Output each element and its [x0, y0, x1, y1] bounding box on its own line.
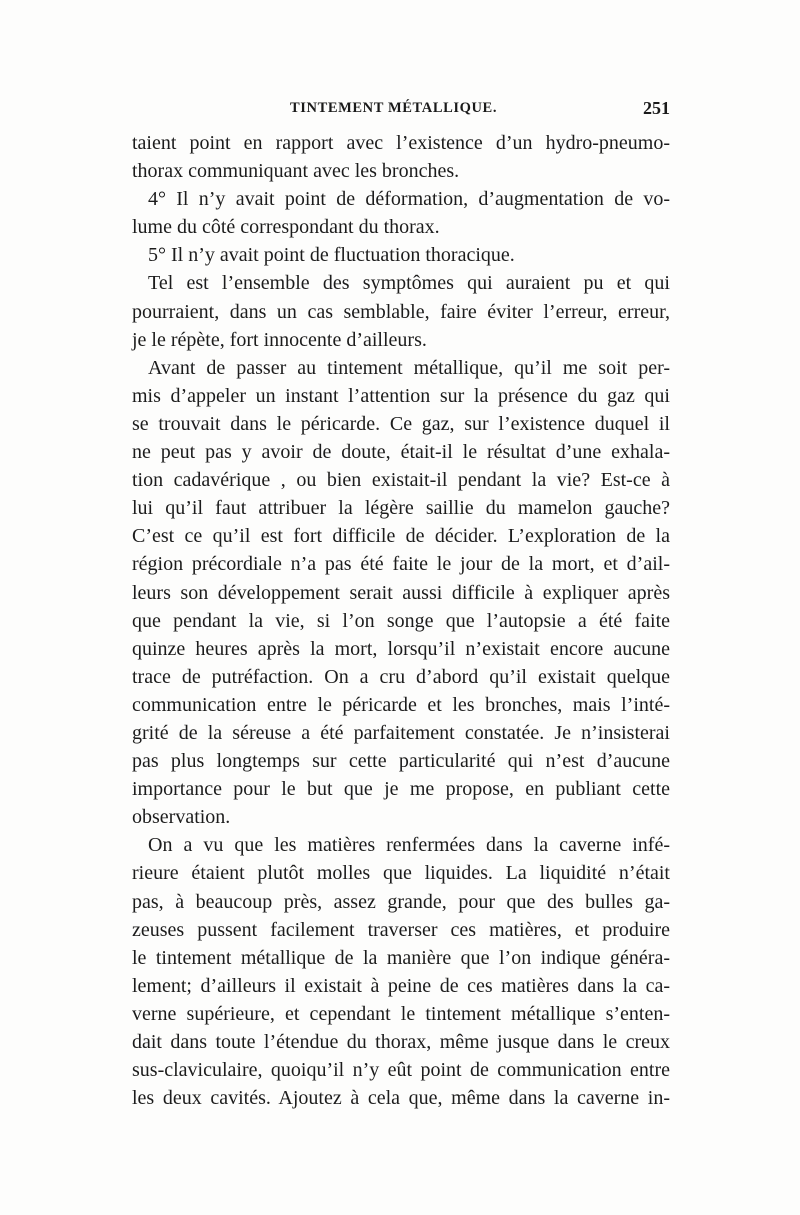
text-line: verne supérieure, et cependant le tintement métallique s’enten-	[132, 1002, 670, 1025]
text-line: pas plus longtemps sur cette particularité qui n’est d’aucune	[132, 750, 670, 773]
text-line: zeuses pussent facilement traverser ces matières, et produire	[132, 918, 670, 941]
text-line: importance pour le but que je me propose, en publiant cette	[132, 778, 670, 801]
text-line: lume du côté correspondant du thorax.	[132, 216, 440, 239]
text-line: pourraient, dans un cas semblable, faire éviter l’erreur, erreur,	[132, 300, 670, 323]
page-header	[132, 100, 670, 124]
running-title: TINTEMENT MÉTALLIQUE.	[290, 100, 498, 116]
text-line: C’est ce qu’il est fort difficile de décider. L’exploration de la	[132, 525, 670, 548]
text-line: dait dans toute l’étendue du thorax, même jusque dans le creux	[132, 1031, 670, 1053]
text-line: tion cadavérique , ou bien existait-il pendant la vie? Est-ce à	[132, 469, 670, 492]
text-line: quinze heures après la mort, lorsqu’il n’existait encore aucune	[132, 637, 670, 660]
text-line: sus-claviculaire, quoiqu’il n’y eût point de communication entre	[132, 1059, 670, 1082]
text-line: je le répète, fort innocente d’ailleurs.	[132, 328, 427, 351]
text-line: taient point en rapport avec l’existence d’un hydro-pneumo-	[132, 132, 670, 154]
text-line: thorax communiquant avec les bronches.	[132, 160, 460, 183]
text-line: Avant de passer au tintement métallique, qu’il me soit per-	[148, 356, 670, 379]
text-line: mis d’appeler un instant l’attention sur la présence du gaz qui	[132, 384, 670, 407]
text-line: On a vu que les matières renfermées dans la caverne infé-	[148, 834, 670, 857]
text-line: rieure étaient plutôt molles que liquides. La liquidité n’était	[132, 862, 670, 885]
text-line: pas, à beaucoup près, assez grande, pour que des bulles ga-	[132, 890, 670, 913]
body-text	[132, 129, 670, 1112]
text-line: région précordiale n’a pas été faite le jour de la mort, et d’ail-	[132, 553, 670, 576]
text-line: 4° Il n’y avait point de déformation, d’augmentation de vo-	[148, 188, 670, 211]
text-line: lement; d’ailleurs il existait à peine de ces matières dans la ca-	[132, 974, 670, 997]
text-line: le tintement métallique de la manière que l’on indique généra-	[132, 946, 670, 969]
text-line: ne peut pas y avoir de doute, était-il le résultat d’une exhala-	[132, 441, 670, 464]
page-number: 251	[643, 98, 670, 118]
text-line: lui qu’il faut attribuer la légère saillie du mamelon gauche?	[132, 497, 670, 520]
text-line: observation.	[132, 806, 231, 829]
text-line: leurs son développement serait aussi difficile à expliquer après	[132, 581, 670, 604]
text-line: que pendant la vie, si l’on songe que l’autopsie a été faite	[132, 609, 670, 632]
text-line: communication entre le péricarde et les bronches, mais l’inté-	[132, 693, 670, 716]
text-line: 5° Il n’y avait point de fluctuation thoracique.	[148, 244, 515, 267]
text-line: les deux cavités. Ajoutez à cela que, même dans la caverne in-	[132, 1087, 670, 1110]
text-line: trace de putréfaction. On a cru d’abord qu’il existait quelque	[132, 665, 670, 688]
text-line: Tel est l’ensemble des symptômes qui auraient pu et qui	[148, 272, 670, 295]
text-line: se trouvait dans le péricarde. Ce gaz, sur l’existence duquel il	[132, 412, 670, 435]
text-line: grité de la séreuse a été parfaitement constatée. Je n’insisterai	[132, 721, 670, 744]
